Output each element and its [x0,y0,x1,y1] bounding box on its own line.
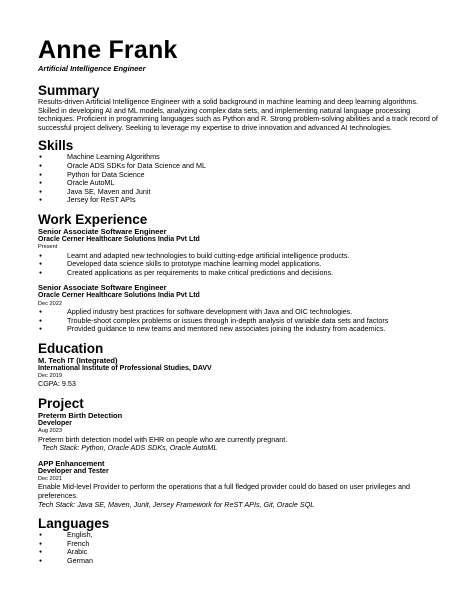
project-date: Aug 2023 [38,428,62,435]
list-item: ● English, [38,531,438,540]
skills-heading: Skills [38,138,74,154]
list-item: ● Python for Data Science [38,171,438,180]
project-stack: Tech Stack: Java SE, Maven, Junit, Jersey Framework for ReST APIs, Git, Oracle SQL [38,499,315,509]
project-role: Developer and Tester [38,467,109,475]
job-entry [38,227,438,277]
list-item: ● Jersey for ReST APIs [38,196,438,205]
project-name: Preterm Birth Detection [38,410,123,420]
summary-heading: Summary [38,83,100,98]
job-company: Oracle Cerner Healthcare Solutions India Pvt Ltd [38,235,200,243]
list-item: ● German [38,557,438,566]
project-role: Developer [38,419,72,427]
job-date: Present [38,244,58,251]
list-item: ● French [38,540,438,549]
candidate-title: Artificial Intelligence Engineer [38,64,146,73]
summary-text: Results-driven Artificial Intelligence Engineer with a solid background in machine learning and deep learning algorithms. Skilled in developing AI and ML models, analyzing complex data sets, and implementing natural language processing techniques. Proficient in programming languages such as Python and R. Strong problem-solving abilities and a track record of successful project delivery. Seeking to leverage my expertise to drive innovation and advanced AI technologies. [38,97,438,132]
project-description: Enable Mid-level Provider to perform the operations that a full fledged provider could do based on user privileges and preferences. [38,482,410,500]
job-date: Dec 2022 [38,300,62,307]
list-item: ● Learnt and adapted new technologies to build cutting-edge artificial intelligence products. [38,252,438,261]
experience-heading: Work Experience [38,211,148,227]
list-item: ● Developed data science skills to prototype machine learning model applications. [38,260,438,269]
list-item: ● Provided guidance to new teams and mentored new associates joining the industry from academics. [38,325,438,334]
languages-list [38,531,438,565]
job-company: Oracle Cerner Healthcare Solutions India Pvt Ltd [38,292,200,300]
project-heading: Project [38,395,84,411]
list-item: ● Applied industry best practices for software development with Java and OIC technologies. [38,308,438,317]
project-entry [38,459,438,509]
list-item: ● Trouble-shoot complex problems or issues through in-depth analysis of variable data sets and factors [38,317,438,326]
job-bullets [38,252,438,278]
job-entry [38,283,438,333]
education-cgpa: CGPA: 9.53 [38,379,76,389]
list-item: ● Oracle ADS SDKs for Data Science and ML [38,162,438,171]
list-item: ● Machine Learning Algorithms [38,153,438,162]
education-heading: Education [38,340,104,356]
candidate-name: Anne Frank [38,36,178,64]
list-item: ● Arabic [38,548,438,557]
job-title: Senior Associate Software Engineer [38,226,167,236]
education-degree: M. Tech IT (Integrated) [38,355,118,365]
list-item: ● Java SE, Maven and Junit [38,188,438,197]
job-title: Senior Associate Software Engineer [38,283,167,293]
languages-heading: Languages [38,516,110,532]
project-description: Preterm birth detection model with EHR on people who are currently pregnant. [38,434,288,444]
skills-list [38,153,438,205]
project-date: Dec 2021 [38,476,62,483]
education-date: Dec 2019 [38,373,62,380]
list-item: ● Created applications as per requirements to make critical predictions and decisions. [38,269,438,278]
project-entry [38,411,438,453]
education-institute: International Institute of Professional Studies, DAVV [38,364,212,372]
project-name: APP Enhancement [38,458,105,468]
project-stack: Tech Stack: Python, Oracle ADS SDKs, Oracle AutoML [42,443,218,453]
job-bullets [38,308,438,334]
list-item: ● Oracle AutoML [38,179,438,188]
